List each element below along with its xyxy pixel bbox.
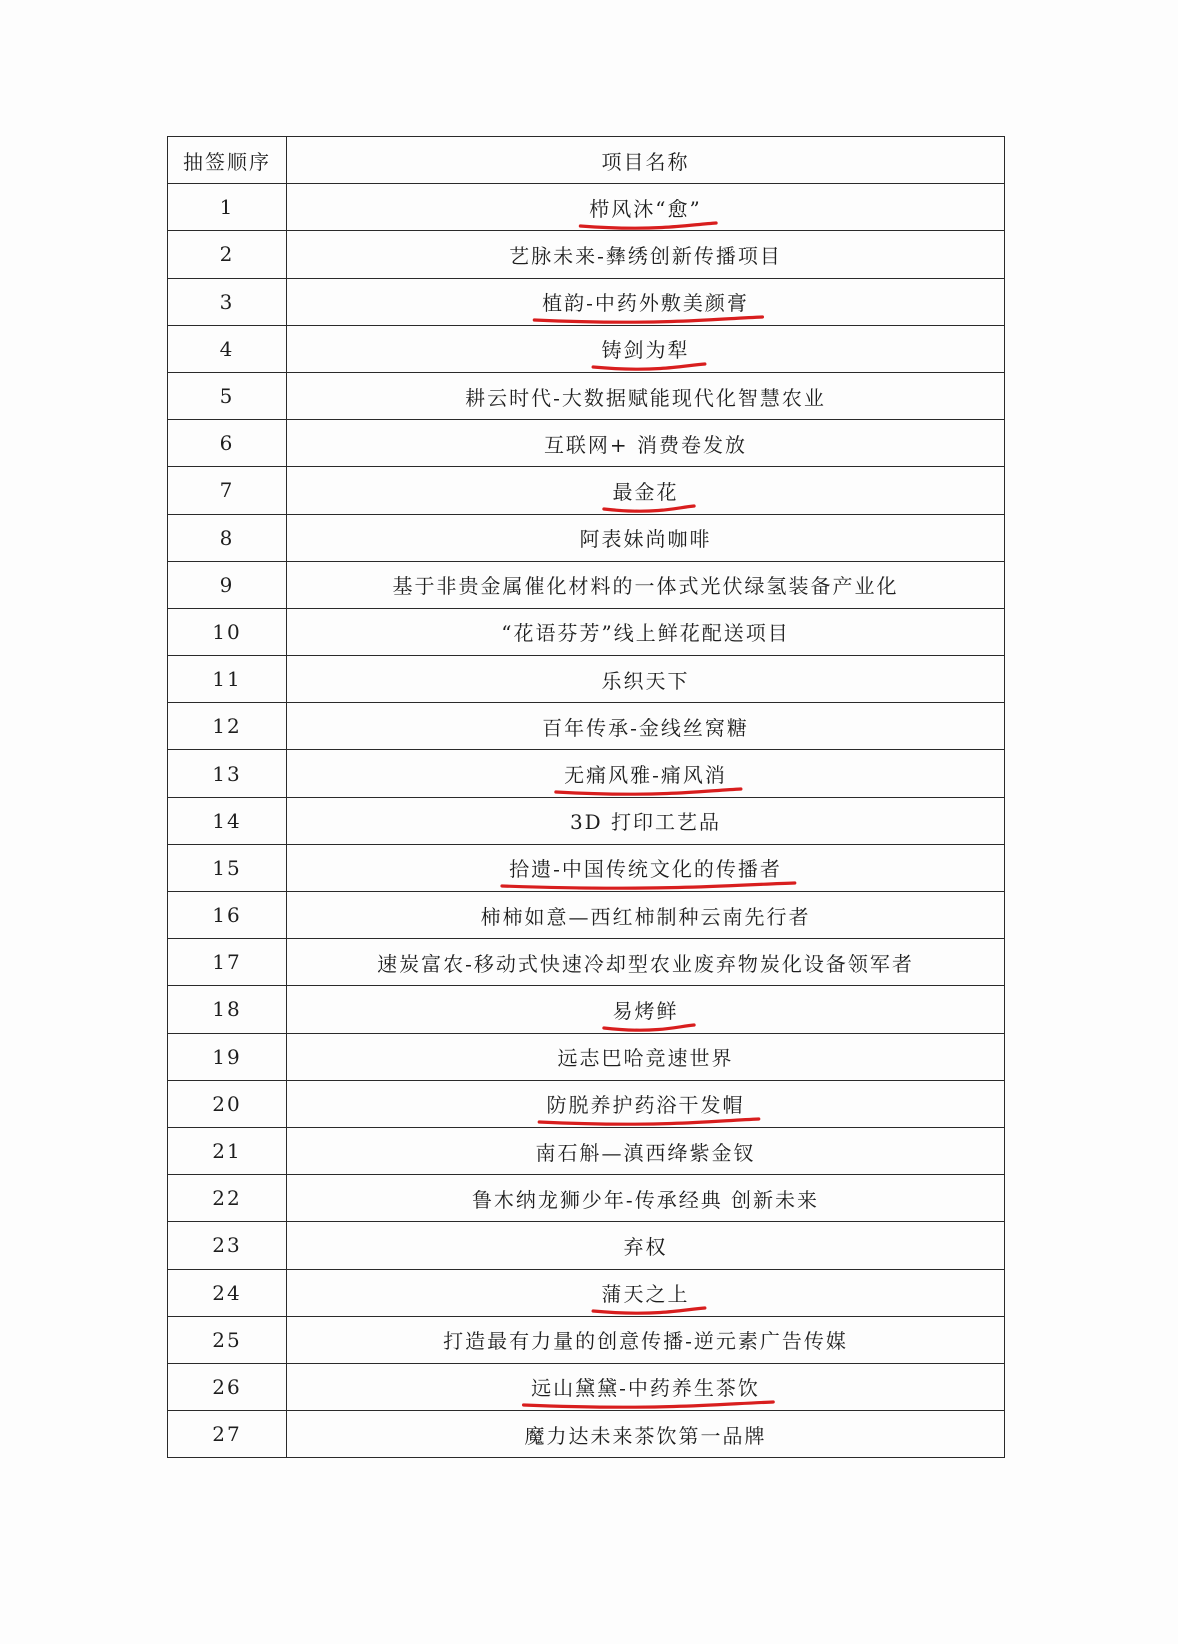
row-project-name (287, 561, 1005, 608)
row-project-name (287, 656, 1005, 703)
row-order: 17 (168, 939, 287, 986)
project-name-text: 柿柿如意—西红柿制种云南先行者 (480, 904, 811, 929)
underline-stroke (556, 789, 741, 794)
project-name-text-wrap (525, 1420, 767, 1449)
row-order: 26 (168, 1363, 287, 1410)
header-order: 抽签顺序 (168, 137, 287, 184)
row-project-name (287, 986, 1005, 1033)
project-name-text: 蒲天之上 (601, 1282, 690, 1307)
underline-stroke (581, 223, 717, 228)
project-name-text: 远志巴哈竞速世界 (557, 1046, 734, 1071)
project-name-text-wrap (544, 429, 747, 458)
project-name-text-wrap (377, 948, 914, 977)
underline-stroke (539, 1119, 759, 1124)
project-name-text: 打造最有力量的创意传播-逆元素广告传媒 (443, 1329, 848, 1354)
table-row (168, 184, 1005, 231)
row-project-name (287, 231, 1005, 278)
row-project-name (287, 1316, 1005, 1363)
row-order: 14 (168, 797, 287, 844)
table-row (168, 1363, 1005, 1410)
row-project-name (287, 1363, 1005, 1410)
project-name-text: 南石斛—滇西绛紫金钗 (535, 1140, 756, 1165)
project-name-text-wrap (580, 523, 712, 552)
project-name-text: 弃权 (623, 1234, 668, 1259)
underline-stroke (603, 1025, 693, 1030)
project-name-text: 鲁木纳龙狮少年-传承经典 创新未来 (471, 1187, 820, 1212)
row-order: 11 (168, 656, 287, 703)
table-row (168, 1175, 1005, 1222)
project-name-text-wrap (613, 995, 679, 1024)
project-name-text-wrap (465, 382, 826, 411)
row-project-name (287, 1175, 1005, 1222)
table-body (168, 184, 1005, 1458)
project-name-text: 3D 打印工艺品 (569, 810, 722, 835)
row-order: 23 (168, 1222, 287, 1269)
table-row (168, 986, 1005, 1033)
row-order: 3 (168, 278, 287, 325)
project-name-text-wrap (531, 1372, 760, 1401)
project-name-text: 速炭富农-移动式快速冷却型农业废弃物炭化设备领军者 (377, 951, 914, 976)
project-name-text-wrap (564, 759, 727, 788)
underline-stroke (593, 1308, 705, 1313)
lottery-order-table (167, 136, 1005, 1458)
row-order: 18 (168, 986, 287, 1033)
row-project-name (287, 1269, 1005, 1316)
row-project-name (287, 467, 1005, 514)
table-row (168, 1411, 1005, 1458)
row-project-name (287, 1033, 1005, 1080)
project-name-text: 无痛风雅-痛风消 (564, 763, 727, 788)
project-name-text-wrap (570, 806, 721, 835)
table-row (168, 750, 1005, 797)
row-project-name (287, 797, 1005, 844)
project-name-text: “花语芬芳”线上鲜花配送项目 (501, 621, 790, 646)
table-row (168, 372, 1005, 419)
project-name-text-wrap (481, 901, 811, 930)
table-row (168, 1269, 1005, 1316)
row-project-name (287, 278, 1005, 325)
table-row (168, 1222, 1005, 1269)
row-order: 16 (168, 892, 287, 939)
project-name-text: 防脱养护药浴干发帽 (546, 1093, 745, 1118)
project-name-text: 互联网+ 消费卷发放 (543, 432, 748, 457)
project-name-text: 基于非贵金属催化材料的一体式光伏绿氢装备产业化 (392, 574, 899, 599)
table-row (168, 797, 1005, 844)
row-project-name (287, 1127, 1005, 1174)
table-row (168, 1316, 1005, 1363)
underline-stroke (534, 317, 762, 322)
row-order: 24 (168, 1269, 287, 1316)
row-order: 13 (168, 750, 287, 797)
row-order: 6 (168, 420, 287, 467)
project-name-text-wrap (393, 570, 899, 599)
row-order: 4 (168, 325, 287, 372)
table-row (168, 608, 1005, 655)
project-name-text-wrap (542, 287, 749, 316)
project-name-text-wrap (472, 1184, 819, 1213)
project-name-text-wrap (602, 1278, 690, 1307)
project-name-text: 魔力达未来茶饮第一品牌 (524, 1423, 767, 1448)
table-row (168, 892, 1005, 939)
row-order: 21 (168, 1127, 287, 1174)
row-order: 7 (168, 467, 287, 514)
project-name-text-wrap (589, 193, 701, 222)
row-order: 5 (168, 372, 287, 419)
project-name-text: 最金花 (612, 479, 679, 504)
table-row (168, 939, 1005, 986)
row-project-name (287, 1411, 1005, 1458)
table-row (168, 467, 1005, 514)
row-project-name (287, 892, 1005, 939)
underline-stroke (593, 364, 705, 369)
row-order: 1 (168, 184, 287, 231)
row-order: 22 (168, 1175, 287, 1222)
project-name-text-wrap (509, 853, 782, 882)
project-name-text: 远山黛黛-中药养生茶饮 (531, 1376, 760, 1401)
underline-stroke (524, 1402, 774, 1407)
project-name-text-wrap (602, 334, 690, 363)
project-name-text-wrap (509, 240, 782, 269)
project-name-text: 阿表妹尚咖啡 (579, 527, 712, 552)
project-name-text-wrap (624, 1231, 668, 1260)
table-row (168, 278, 1005, 325)
project-name-text-wrap (602, 665, 690, 694)
row-order: 15 (168, 844, 287, 891)
table-row (168, 1033, 1005, 1080)
row-project-name (287, 372, 1005, 419)
row-order: 9 (168, 561, 287, 608)
underline-stroke (603, 506, 693, 511)
project-name-text: 铸剑为犁 (601, 338, 690, 363)
table-header-row (168, 137, 1005, 184)
row-order: 12 (168, 703, 287, 750)
table-row (168, 1080, 1005, 1127)
row-order: 2 (168, 231, 287, 278)
table-row (168, 844, 1005, 891)
project-name-text-wrap (536, 1137, 756, 1166)
project-name-text: 百年传承-金线丝窝糖 (542, 715, 749, 740)
table-row (168, 231, 1005, 278)
project-name-text-wrap (558, 1042, 734, 1071)
row-project-name (287, 1222, 1005, 1269)
row-project-name (287, 703, 1005, 750)
project-name-text-wrap (547, 1089, 745, 1118)
row-project-name (287, 1080, 1005, 1127)
row-order: 20 (168, 1080, 287, 1127)
project-name-text: 耕云时代-大数据赋能现代化智慧农业 (465, 385, 826, 410)
project-name-text: 乐织天下 (601, 668, 690, 693)
header-name: 项目名称 (287, 137, 1005, 184)
table-row (168, 420, 1005, 467)
row-project-name (287, 939, 1005, 986)
project-name-text: 艺脉未来-彝绣创新传播项目 (509, 243, 782, 268)
row-order: 27 (168, 1411, 287, 1458)
row-project-name (287, 750, 1005, 797)
table-row (168, 514, 1005, 561)
row-project-name (287, 184, 1005, 231)
table-row (168, 703, 1005, 750)
row-project-name (287, 420, 1005, 467)
table-row (168, 561, 1005, 608)
row-order: 25 (168, 1316, 287, 1363)
row-project-name (287, 844, 1005, 891)
project-name-text-wrap (501, 617, 789, 646)
row-project-name (287, 608, 1005, 655)
project-name-text-wrap (613, 476, 679, 505)
project-name-text-wrap (443, 1325, 848, 1354)
row-order: 8 (168, 514, 287, 561)
underline-stroke (502, 883, 795, 888)
table-row (168, 325, 1005, 372)
row-order: 10 (168, 608, 287, 655)
table-row (168, 656, 1005, 703)
project-name-text: 易烤鲜 (612, 998, 679, 1023)
row-project-name (287, 514, 1005, 561)
project-name-text: 拾遗-中国传统文化的传播者 (509, 857, 782, 882)
table-row (168, 1127, 1005, 1174)
row-order: 19 (168, 1033, 287, 1080)
row-project-name (287, 325, 1005, 372)
project-name-text: 植韵-中药外敷美颜膏 (542, 291, 749, 316)
project-name-text: 栉风沐“愈” (589, 196, 702, 221)
project-name-text-wrap (542, 712, 749, 741)
